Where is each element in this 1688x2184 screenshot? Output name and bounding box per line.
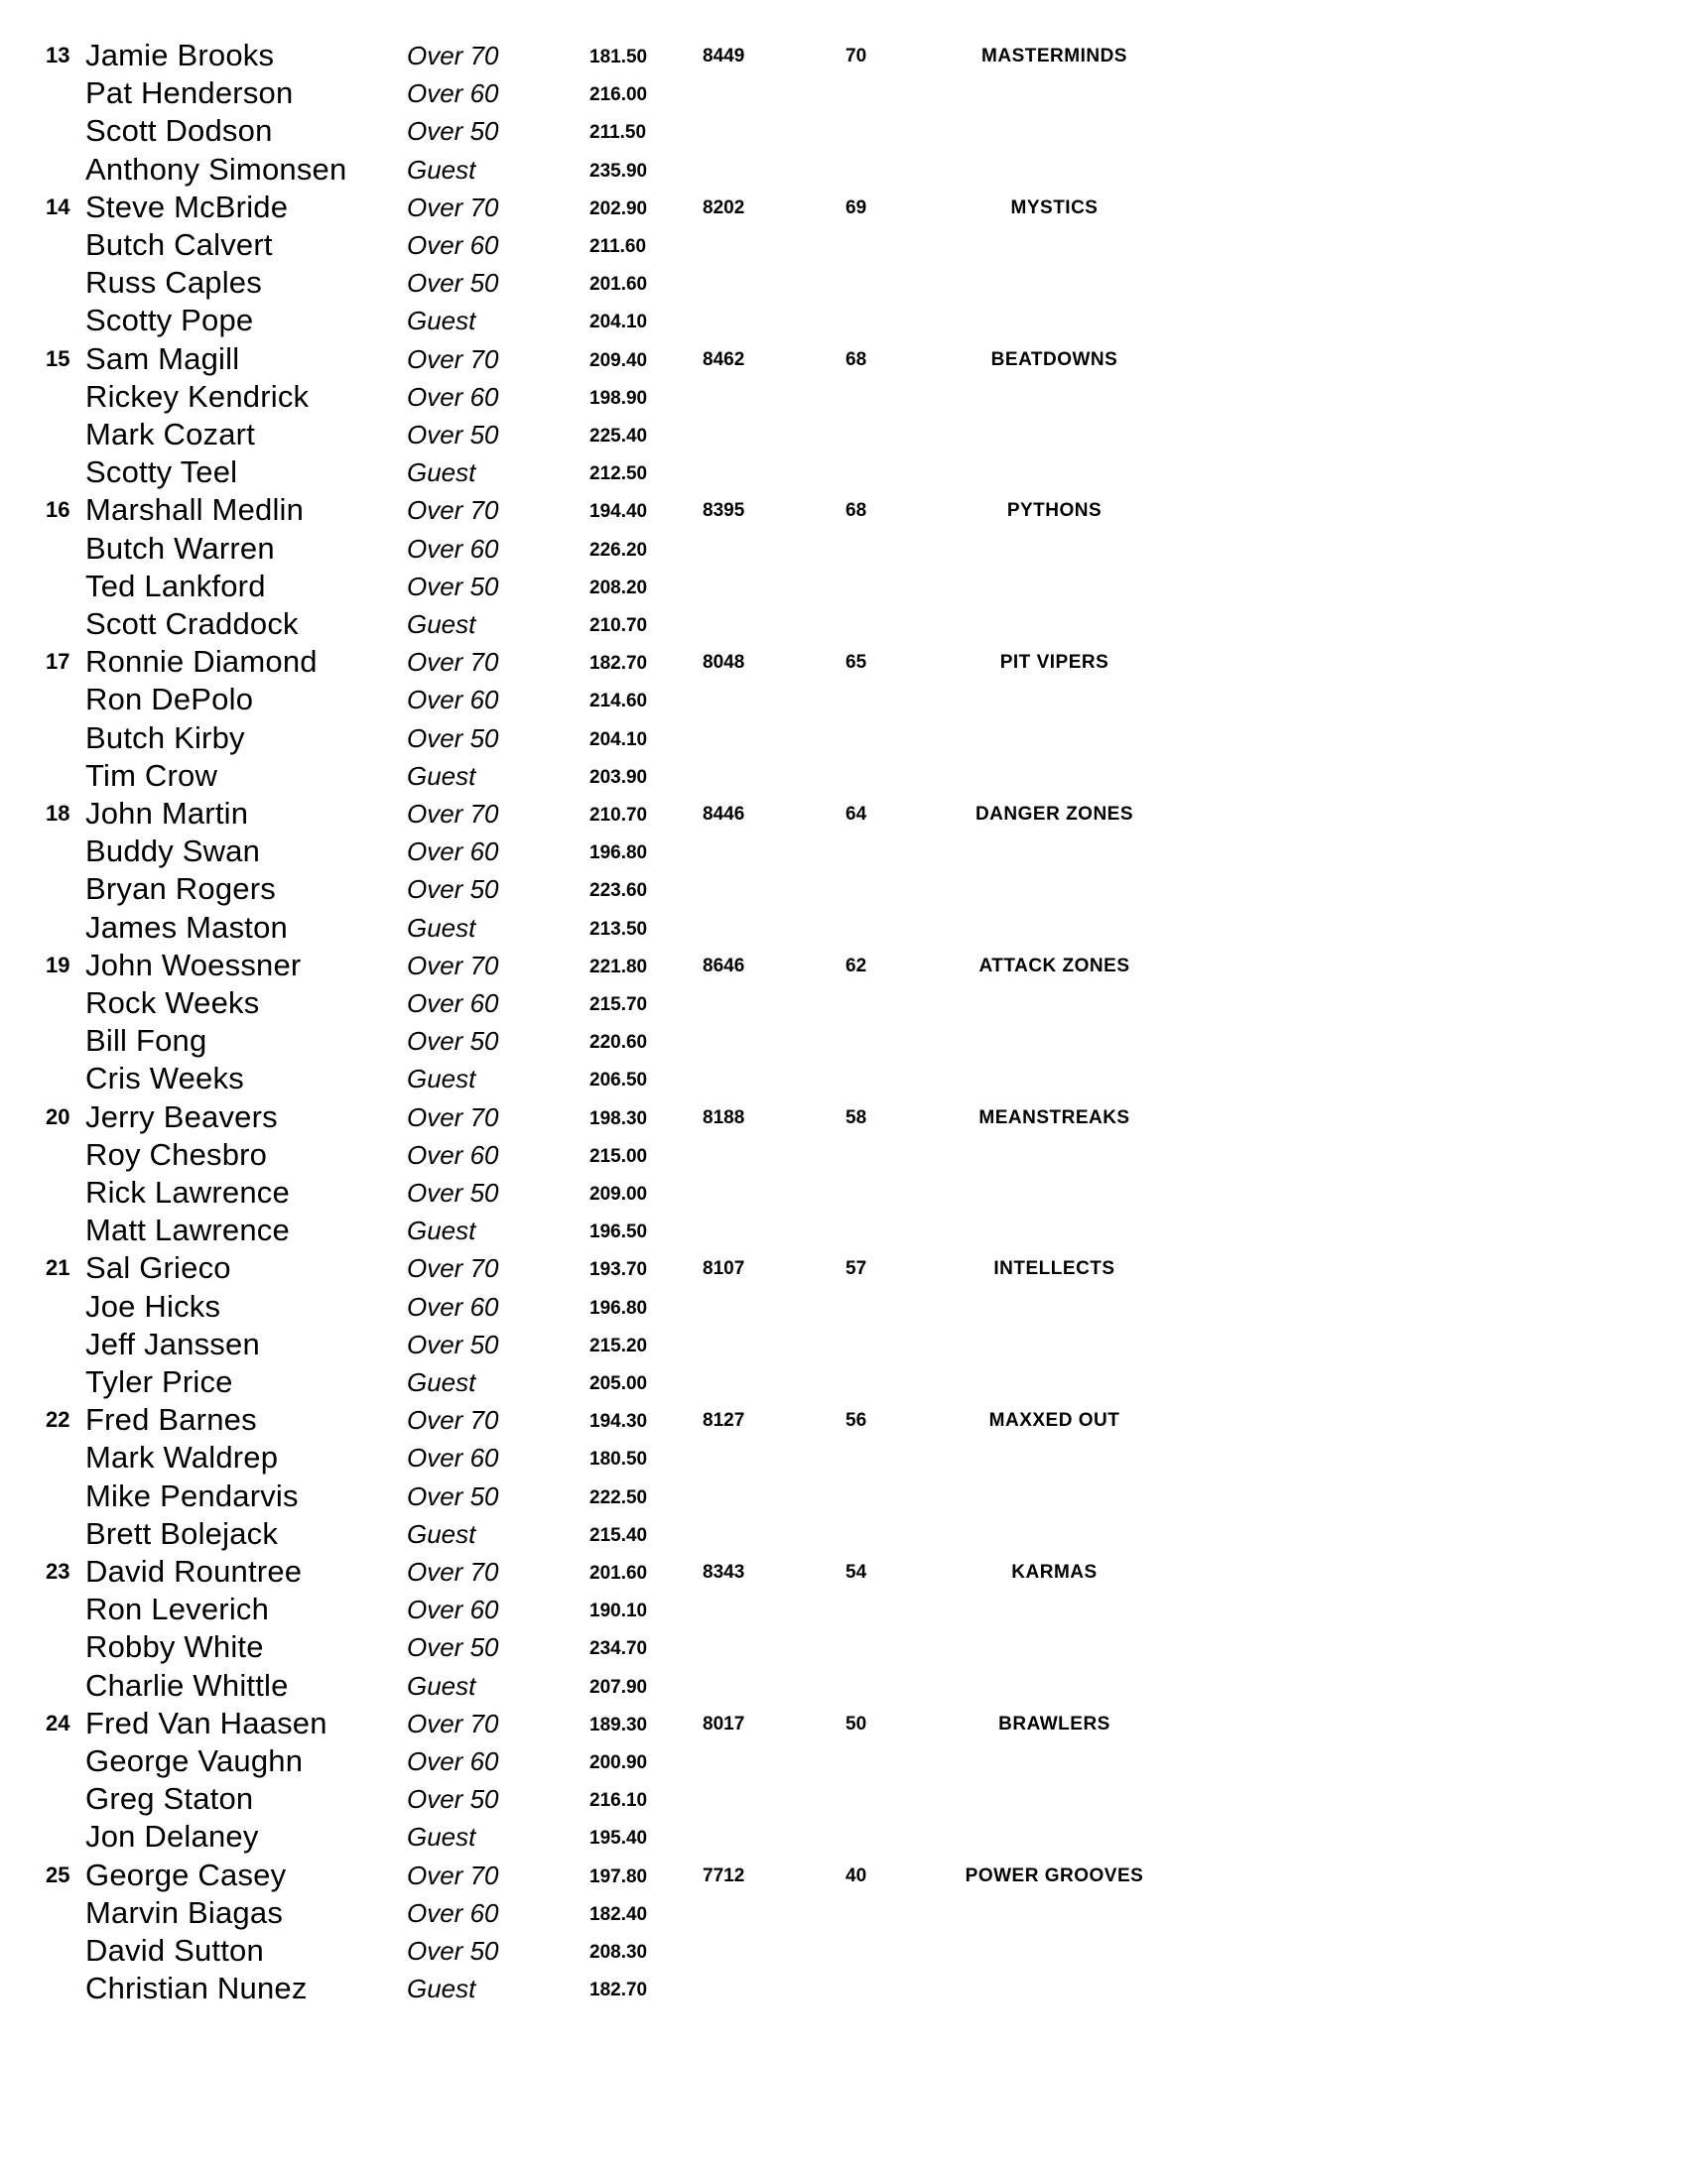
player-score: 211.50 (589, 122, 647, 144)
player-row (0, 1212, 1688, 1249)
team-block (0, 947, 1688, 1097)
team-block (0, 643, 1688, 794)
player-name: Buddy Swan (85, 834, 261, 869)
player-division: Guest (407, 1518, 476, 1549)
player-row (0, 416, 1688, 453)
team-total: 8048 (703, 652, 745, 674)
player-division: Over 50 (407, 571, 499, 601)
player-division: Over 60 (407, 987, 499, 1018)
player-row (0, 112, 1688, 150)
player-row (0, 74, 1688, 112)
player-name: Ronnie Diamond (85, 644, 318, 680)
player-row (0, 1818, 1688, 1856)
player-division: Guest (407, 457, 476, 488)
player-row (0, 795, 1688, 833)
player-name: Roy Chesbro (85, 1136, 268, 1172)
team-name: PYTHONS (1006, 500, 1103, 522)
player-division: Guest (407, 154, 476, 185)
player-score: 210.70 (589, 805, 648, 826)
team-points: 65 (845, 652, 867, 674)
player-name: Robby White (85, 1629, 264, 1665)
team-total: 8395 (703, 500, 745, 522)
team-rank: 19 (46, 952, 70, 977)
player-division: Over 70 (407, 495, 499, 526)
player-row (0, 1894, 1688, 1932)
team-points: 58 (845, 1106, 867, 1128)
player-row (0, 984, 1688, 1022)
team-block (0, 340, 1688, 491)
player-score: 213.50 (589, 918, 648, 940)
player-row (0, 1363, 1688, 1401)
player-name: Rock Weeks (85, 984, 260, 1020)
player-division: Guest (407, 1064, 476, 1094)
team-rank: 23 (46, 1559, 70, 1584)
player-score: 206.50 (589, 1070, 648, 1092)
player-row (0, 605, 1688, 643)
player-score: 209.00 (589, 1183, 648, 1205)
player-division: Over 60 (407, 1595, 499, 1625)
player-division: Over 70 (407, 41, 499, 70)
team-total: 8449 (703, 46, 745, 66)
player-name: Cris Weeks (85, 1061, 244, 1096)
team-block (0, 1249, 1688, 1400)
player-division: Over 70 (407, 1101, 499, 1132)
player-score: 225.40 (589, 425, 648, 447)
player-name: James Maston (85, 909, 288, 945)
player-division: Over 70 (407, 192, 499, 222)
player-division: Over 70 (407, 343, 499, 374)
player-row (0, 1288, 1688, 1326)
team-points: 54 (845, 1562, 867, 1583)
player-score: 181.50 (589, 47, 648, 67)
team-rank: 25 (46, 1862, 70, 1887)
player-score: 211.60 (589, 235, 647, 257)
player-name: Rick Lawrence (85, 1174, 290, 1210)
team-points: 70 (845, 46, 867, 66)
team-total: 8462 (703, 348, 745, 370)
player-division: Over 50 (407, 874, 499, 905)
team-block (0, 491, 1688, 642)
player-row (0, 1515, 1688, 1553)
player-division: Over 70 (407, 1708, 499, 1738)
player-name: Sam Magill (85, 340, 240, 376)
player-score: 204.10 (589, 728, 648, 750)
player-row (0, 1857, 1688, 1894)
player-score: 208.20 (589, 577, 648, 598)
player-score: 194.40 (589, 501, 648, 523)
team-total: 8107 (703, 1258, 745, 1280)
player-name: Bryan Rogers (85, 871, 276, 907)
team-total: 8017 (703, 1713, 745, 1734)
player-score: 189.30 (589, 1714, 648, 1735)
player-score: 207.90 (589, 1676, 648, 1698)
player-division: Guest (407, 760, 476, 791)
team-rank: 20 (46, 1103, 70, 1129)
player-division: Guest (407, 306, 476, 336)
player-row (0, 870, 1688, 908)
team-points: 56 (845, 1410, 867, 1432)
player-score: 196.80 (589, 1297, 648, 1319)
player-row (0, 681, 1688, 718)
team-name: MEANSTREAKS (978, 1106, 1130, 1128)
player-row (0, 1326, 1688, 1363)
player-score: 180.50 (589, 1449, 648, 1471)
player-score: 208.30 (589, 1941, 648, 1963)
player-row (0, 189, 1688, 226)
player-name: Greg Staton (85, 1781, 254, 1817)
player-name: Anthony Simonsen (85, 151, 347, 187)
player-division: Over 60 (407, 1291, 499, 1322)
player-division: Over 50 (407, 419, 499, 450)
player-row (0, 530, 1688, 568)
player-division: Guest (407, 1974, 476, 2004)
player-name: Mike Pendarvis (85, 1477, 299, 1513)
player-division: Over 60 (407, 533, 499, 564)
player-division: Over 60 (407, 1139, 499, 1170)
player-row (0, 264, 1688, 302)
player-row (0, 1628, 1688, 1666)
player-division: Over 50 (407, 1177, 499, 1208)
player-name: Scotty Teel (85, 454, 238, 490)
team-total: 8343 (703, 1562, 745, 1583)
team-rank: 22 (46, 1407, 70, 1433)
player-score: 215.40 (589, 1524, 648, 1546)
team-points: 62 (845, 955, 867, 976)
team-rank: 15 (46, 345, 70, 371)
player-name: Fred Van Haasen (85, 1705, 327, 1740)
player-division: Over 50 (407, 722, 499, 753)
team-name: BRAWLERS (998, 1713, 1110, 1734)
player-row (0, 453, 1688, 491)
team-name: MAXXED OUT (988, 1410, 1120, 1432)
player-division: Over 50 (407, 268, 499, 299)
team-block (0, 1401, 1688, 1552)
team-rank: 17 (46, 649, 70, 675)
player-division: Guest (407, 1822, 476, 1853)
team-name: BEATDOWNS (990, 348, 1118, 370)
player-row (0, 1401, 1688, 1439)
team-name: MYSTICS (1010, 196, 1099, 218)
player-division: Guest (407, 1216, 476, 1246)
player-score: 182.70 (589, 1980, 648, 2001)
team-points: 69 (845, 196, 867, 218)
player-name: George Casey (85, 1857, 287, 1892)
player-division: Over 60 (407, 1897, 499, 1928)
player-name: Christian Nunez (85, 1971, 308, 2006)
team-rank: 13 (46, 43, 70, 67)
player-row (0, 378, 1688, 416)
player-division: Guest (407, 608, 476, 639)
player-row (0, 833, 1688, 870)
player-division: Over 60 (407, 381, 499, 412)
team-total: 8127 (703, 1410, 745, 1432)
player-name: Ted Lankford (85, 568, 266, 603)
player-name: Matt Lawrence (85, 1213, 290, 1248)
player-name: Mark Waldrep (85, 1440, 279, 1476)
team-block (0, 1098, 1688, 1249)
player-score: 200.90 (589, 1751, 648, 1773)
player-division: Over 60 (407, 685, 499, 715)
player-division: Over 60 (407, 229, 499, 260)
player-score: 215.20 (589, 1335, 648, 1356)
player-row (0, 491, 1688, 529)
team-name: POWER GROOVES (965, 1864, 1144, 1886)
team-points: 64 (845, 804, 867, 825)
player-division: Over 50 (407, 1329, 499, 1359)
player-name: Ron DePolo (85, 682, 254, 717)
player-name: Scotty Pope (85, 303, 254, 338)
team-block (0, 795, 1688, 946)
player-row (0, 37, 1688, 74)
player-name: Ron Leverich (85, 1592, 270, 1627)
player-division: Over 50 (407, 1784, 499, 1815)
player-division: Guest (407, 1670, 476, 1701)
player-score: 182.70 (589, 653, 648, 675)
team-name: INTELLECTS (993, 1258, 1115, 1280)
player-name: George Vaughn (85, 1742, 304, 1778)
team-points: 40 (845, 1864, 867, 1886)
player-score: 215.70 (589, 993, 648, 1015)
player-name: Charlie Whittle (85, 1667, 289, 1703)
player-name: Sal Grieco (85, 1250, 231, 1286)
team-rank: 16 (46, 497, 70, 523)
player-row (0, 1667, 1688, 1705)
player-name: Pat Henderson (85, 75, 294, 111)
player-name: Rickey Kendrick (85, 378, 310, 414)
player-score: 234.70 (589, 1638, 648, 1660)
player-division: Guest (407, 912, 476, 943)
player-score: 223.60 (589, 880, 648, 902)
player-division: Over 70 (407, 647, 499, 678)
player-row (0, 151, 1688, 189)
player-division: Over 70 (407, 950, 499, 980)
player-name: Bill Fong (85, 1023, 207, 1059)
player-score: 182.40 (589, 1903, 648, 1925)
player-score: 226.20 (589, 539, 648, 561)
team-block (0, 1705, 1688, 1856)
player-score: 204.10 (589, 312, 648, 333)
player-row (0, 1022, 1688, 1060)
player-name: Marvin Biagas (85, 1894, 284, 1930)
team-block (0, 37, 1688, 188)
team-block (0, 1857, 1688, 2007)
player-score: 202.90 (589, 197, 648, 219)
player-row (0, 1136, 1688, 1174)
player-division: Over 60 (407, 78, 499, 109)
player-score: 193.70 (589, 1259, 648, 1281)
player-score: 195.40 (589, 1828, 648, 1850)
player-row (0, 1932, 1688, 1970)
player-score: 205.00 (589, 1372, 648, 1394)
team-name: ATTACK ZONES (978, 955, 1130, 976)
player-score: 209.40 (589, 349, 648, 371)
player-name: Tyler Price (85, 1363, 233, 1399)
player-name: Butch Warren (85, 530, 275, 566)
player-score: 216.00 (589, 84, 648, 106)
player-row (0, 1174, 1688, 1212)
player-row (0, 340, 1688, 378)
player-division: Over 50 (407, 1632, 499, 1663)
player-row (0, 1477, 1688, 1515)
player-division: Over 70 (407, 1860, 499, 1890)
player-score: 215.00 (589, 1145, 648, 1167)
player-score: 196.50 (589, 1221, 648, 1243)
team-block (0, 189, 1688, 339)
player-name: David Rountree (85, 1554, 303, 1589)
player-score: 212.50 (589, 463, 648, 485)
player-row (0, 643, 1688, 681)
player-row (0, 568, 1688, 605)
team-rank: 24 (46, 1710, 70, 1735)
player-division: Over 50 (407, 1935, 499, 1966)
player-name: Jon Delaney (85, 1819, 259, 1855)
team-block (0, 1553, 1688, 1704)
team-name: KARMAS (1011, 1562, 1098, 1583)
team-rank: 14 (46, 193, 70, 219)
player-row (0, 757, 1688, 795)
player-name: Scott Craddock (85, 605, 299, 641)
player-score: 221.80 (589, 956, 648, 977)
team-total: 8446 (703, 804, 745, 825)
player-division: Over 60 (407, 836, 499, 867)
player-score: 220.60 (589, 1032, 648, 1054)
team-points: 57 (845, 1258, 867, 1280)
player-name: David Sutton (85, 1932, 264, 1968)
player-score: 210.70 (589, 614, 648, 636)
player-row (0, 1060, 1688, 1097)
player-score: 216.10 (589, 1790, 648, 1812)
player-row (0, 1705, 1688, 1742)
player-row (0, 719, 1688, 757)
player-name: Scott Dodson (85, 113, 273, 149)
player-division: Over 50 (407, 116, 499, 147)
player-division: Over 70 (407, 1253, 499, 1284)
player-name: Brett Bolejack (85, 1515, 279, 1551)
player-division: Over 60 (407, 1745, 499, 1776)
team-total: 8188 (703, 1106, 745, 1128)
player-score: 198.30 (589, 1107, 648, 1129)
team-points: 50 (845, 1713, 867, 1734)
player-name: Russ Caples (85, 265, 262, 301)
player-row (0, 947, 1688, 984)
player-score: 214.60 (589, 691, 648, 712)
player-row (0, 1742, 1688, 1780)
player-row (0, 1249, 1688, 1287)
player-name: Marshall Medlin (85, 492, 305, 528)
player-name: Joe Hicks (85, 1288, 221, 1324)
team-total: 7712 (703, 1864, 745, 1886)
team-name: MASTERMINDS (981, 46, 1127, 66)
player-score: 235.90 (589, 160, 648, 182)
player-row (0, 909, 1688, 947)
player-name: Tim Crow (85, 757, 218, 793)
player-score: 196.80 (589, 842, 648, 864)
team-name: PIT VIPERS (999, 652, 1109, 674)
player-division: Over 70 (407, 1557, 499, 1587)
player-score: 201.60 (589, 274, 648, 296)
player-division: Over 70 (407, 799, 499, 829)
player-name: Jeff Janssen (85, 1326, 260, 1361)
player-row (0, 1780, 1688, 1818)
player-row (0, 1098, 1688, 1136)
team-total: 8202 (703, 196, 745, 218)
player-name: John Martin (85, 796, 249, 831)
player-row (0, 1591, 1688, 1628)
player-row (0, 1553, 1688, 1591)
player-name: Jamie Brooks (85, 38, 275, 72)
team-points: 68 (845, 348, 867, 370)
team-name: DANGER ZONES (974, 804, 1134, 825)
player-name: Butch Kirby (85, 719, 245, 755)
player-name: Jerry Beavers (85, 1098, 278, 1134)
player-name: Fred Barnes (85, 1402, 257, 1438)
player-division: Over 60 (407, 1443, 499, 1474)
team-total: 8646 (703, 955, 745, 976)
player-division: Over 50 (407, 1480, 499, 1511)
player-division: Guest (407, 1366, 476, 1397)
player-name: Steve McBride (85, 189, 289, 224)
player-division: Over 70 (407, 1405, 499, 1436)
player-score: 190.10 (589, 1601, 648, 1622)
team-rank: 21 (46, 1255, 70, 1281)
team-points: 68 (845, 500, 867, 522)
player-score: 203.90 (589, 766, 648, 788)
player-row (0, 226, 1688, 264)
player-name: John Woessner (85, 947, 302, 982)
player-row (0, 1970, 1688, 2007)
player-division: Over 50 (407, 1026, 499, 1057)
player-score: 201.60 (589, 1563, 648, 1584)
player-row (0, 1439, 1688, 1477)
player-score: 198.90 (589, 387, 648, 409)
player-score: 197.80 (589, 1865, 648, 1887)
player-score: 194.30 (589, 1411, 648, 1433)
player-score: 222.50 (589, 1486, 648, 1508)
player-name: Mark Cozart (85, 416, 256, 451)
player-name: Butch Calvert (85, 226, 273, 262)
player-row (0, 302, 1688, 339)
team-rank: 18 (46, 801, 70, 826)
